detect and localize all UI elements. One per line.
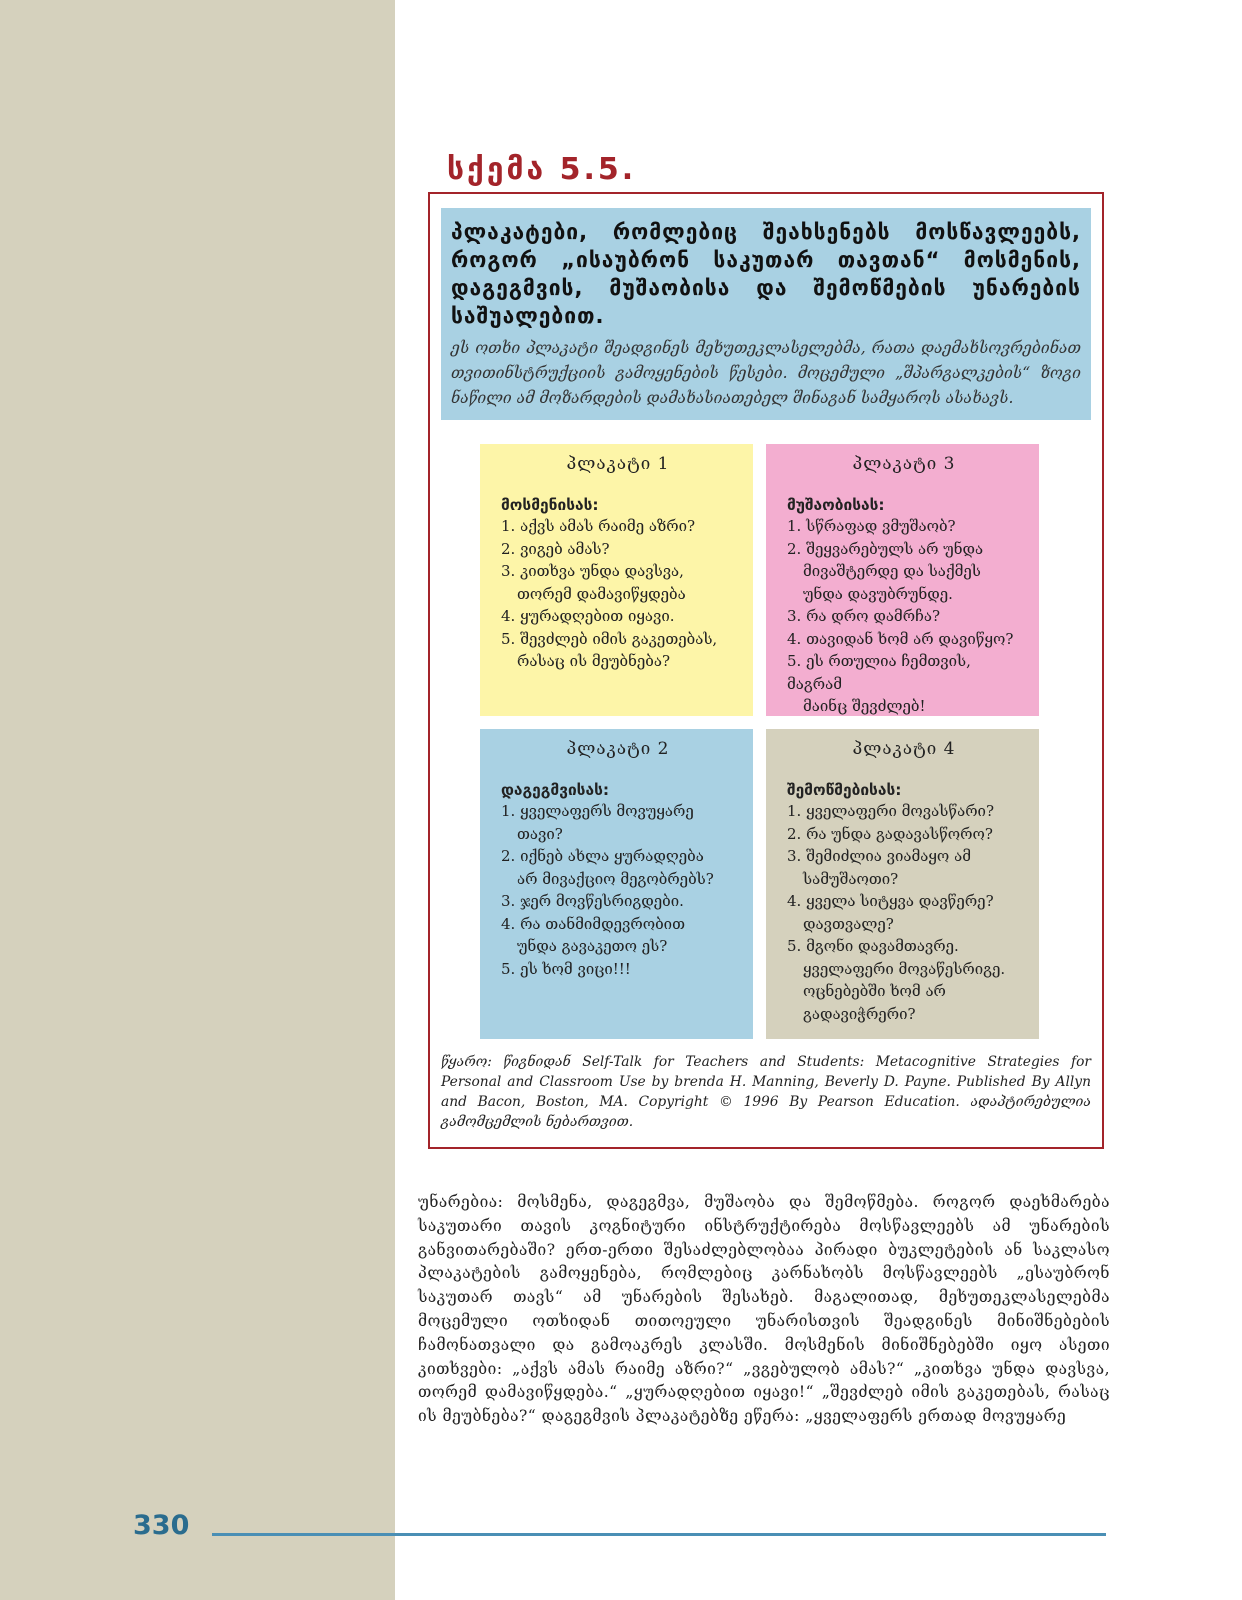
poster-list-item: თავი? <box>517 824 563 843</box>
poster-list-item: 3. ჯერ მოვწესრიგდები. <box>501 892 684 910</box>
poster-list-item: უნდა გავაკეთო ეს? <box>517 937 668 955</box>
poster-list <box>501 800 735 980</box>
poster-list-item: მივაშტერდე და საქმეს <box>803 562 981 580</box>
poster-list-item: 5. ეს რთულია ჩემთვის, მაგრამ <box>787 652 971 693</box>
poster-list-item: 3. კითხვა უნდა დავსვა, <box>501 562 684 580</box>
poster-list-item: 2. იქნებ ახლა ყურადღება <box>501 847 704 865</box>
poster-title: პლაკატი 3 <box>852 454 956 474</box>
side-panel <box>0 0 395 1600</box>
poster-list-item: 2. რა უნდა გადავასწორო? <box>787 824 993 843</box>
poster-list-item: 1. ყველაფერს მოვუყარე <box>501 802 694 820</box>
poster-2 <box>480 729 753 1039</box>
poster-title: პლაკატი 1 <box>566 454 670 474</box>
poster-list <box>787 800 1021 1025</box>
poster-heading: მოსმენისას: <box>501 496 599 514</box>
poster-list-item: 1. აქვს ამას რაიმე აზრი? <box>501 517 696 535</box>
poster-list-item: 3. რა დრო დამრჩა? <box>787 607 941 625</box>
poster-list-item: 4. რა თანმიმდევრობით <box>501 914 685 933</box>
poster-title: პლაკატი 2 <box>566 739 670 759</box>
poster-list-item: 4. თავიდან ხომ არ დავიწყო? <box>787 629 1014 648</box>
poster-4 <box>766 729 1039 1039</box>
poster-list-item: 2. ვიგებ ამას? <box>501 539 610 558</box>
poster-heading: შემოწმებისას: <box>787 781 902 799</box>
box-intro: ეს ოთხი პლაკატი შეადგინეს მეხუთეკლასელებმა, რათა დაემახსოვრებინათ თვითინსტრუქციის გამოყენების წესები. მოცემული „შპარგალკების“ ზოგი ნაწილი ამ მოზარდების დამახასიათებელ შინაგან სამყაროს ასახავს. <box>451 339 1081 407</box>
poster-title: პლაკატი 4 <box>852 739 956 759</box>
poster-list-item: 1. ყველაფერი მოვასწარი? <box>787 802 994 820</box>
scheme-frame <box>428 192 1104 1149</box>
poster-list-item: 3. შემიძლია ვიამაყო ამ <box>787 847 971 865</box>
poster-list <box>501 515 735 673</box>
scheme-title: სქემა 5.5. <box>447 152 637 187</box>
poster-list-item: გადავიჭრერი? <box>803 1004 916 1023</box>
poster-list-item: რასაც ის მეუბნება? <box>517 652 671 670</box>
poster-list-item: 2. შეყვარებულს არ უნდა <box>787 539 984 558</box>
source-note: წყარო: წიგნიდან Self-Talk for Teachers and Students: Metacognitive Strategies for Personal and Classroom Use by brenda H. Manning, Beverly D. Payne. Published By Allyn and Bacon, Boston, MA. Copyright © 1996 By Pearson Education. ადაპტირებულია გამომცემლის ნებართვით. <box>441 1054 1091 1130</box>
poster-list-item: 5. შევძლებ იმის გაკეთებას, <box>501 629 718 648</box>
poster-list-item: დავთვალე? <box>803 914 894 933</box>
poster-3 <box>766 444 1039 716</box>
poster-list-item: 5. ეს ხომ ვიცი!!! <box>501 959 631 978</box>
page-number: 330 <box>133 1510 190 1541</box>
box-heading: პლაკატები, რომლებიც შეახსენებს მოსწავლეებს, როგორ „ისაუბრონ საკუთარ თავთან“ მოსმენის, დაგეგმვის, მუშაობისა და შემოწმების უნარების საშუალებით. <box>451 220 1081 328</box>
header-box <box>441 208 1091 420</box>
poster-heading: დაგეგმვისას: <box>501 781 610 799</box>
poster-list-item: არ მივაქციო მეგობრებს? <box>517 869 714 888</box>
poster-list-item: უნდა დავუბრუნდე. <box>803 584 953 603</box>
poster-list-item: ოცნებებში ხომ არ <box>803 982 946 1000</box>
poster-list <box>787 515 1021 718</box>
poster-list-item: 4. ყველა სიტყვა დავწერე? <box>787 892 994 910</box>
poster-list-item: 4. ყურადღებით იყავი. <box>501 607 675 625</box>
footer-rule <box>212 1533 1106 1536</box>
poster-list-item: 5. მგონი დავამთავრე. <box>787 937 959 955</box>
poster-list-item: მაინც შევძლებ! <box>803 697 926 715</box>
poster-heading: მუშაობისას: <box>787 496 885 514</box>
poster-1 <box>480 444 753 716</box>
poster-list-item: 1. სწრაფად ვმუშაობ? <box>787 517 956 535</box>
poster-list-item: თორემ დამავიწყდება <box>517 584 686 603</box>
body-paragraph: უნარებია: მოსმენა, დაგეგმვა, მუშაობა და შემოწმება. როგორ დაეხმარება საკუთარი თავის კოგნიტური ინსტრუქტირება მოსწავლეებს ამ უნარების განვითარებაში? ერთ-ერთი შესაძლებლობაა პირადი ბუკლეტების ან საკლასო პლაკატების გამოყენება, რომლებიც კარნახობს მოსწავლეებს „ესაუბრონ საკუთარ თავს“ ამ უნარების შესახებ. მაგალითად, მეხუთეკლასელებმა მოცემული ოთხიდან თითოეული უნარისთვის შეადგინეს მინიშნებების ჩამონათვალი და გამოაკრეს კლასში. მოსმენის მინიშნებებში იყო ასეთი კითხვები: „აქვს ამას რაიმე აზრი?“ „ვგებულობ ამას?“ „კითხვა უნდა დავსვა, თორემ დამავიწყდება.“ „ყურადღებით იყავი!“ „შევძლებ იმის გაკეთებას, რასაც ის მეუბნება?“ დაგეგმვის პლაკატებზე ეწერა: „ყველაფერს ერთად მოვუყარე <box>418 1193 1110 1426</box>
poster-list-item: ყველაფერი მოვაწესრიგე. <box>803 959 1006 978</box>
poster-list-item: სამუშაოთი? <box>803 869 899 888</box>
